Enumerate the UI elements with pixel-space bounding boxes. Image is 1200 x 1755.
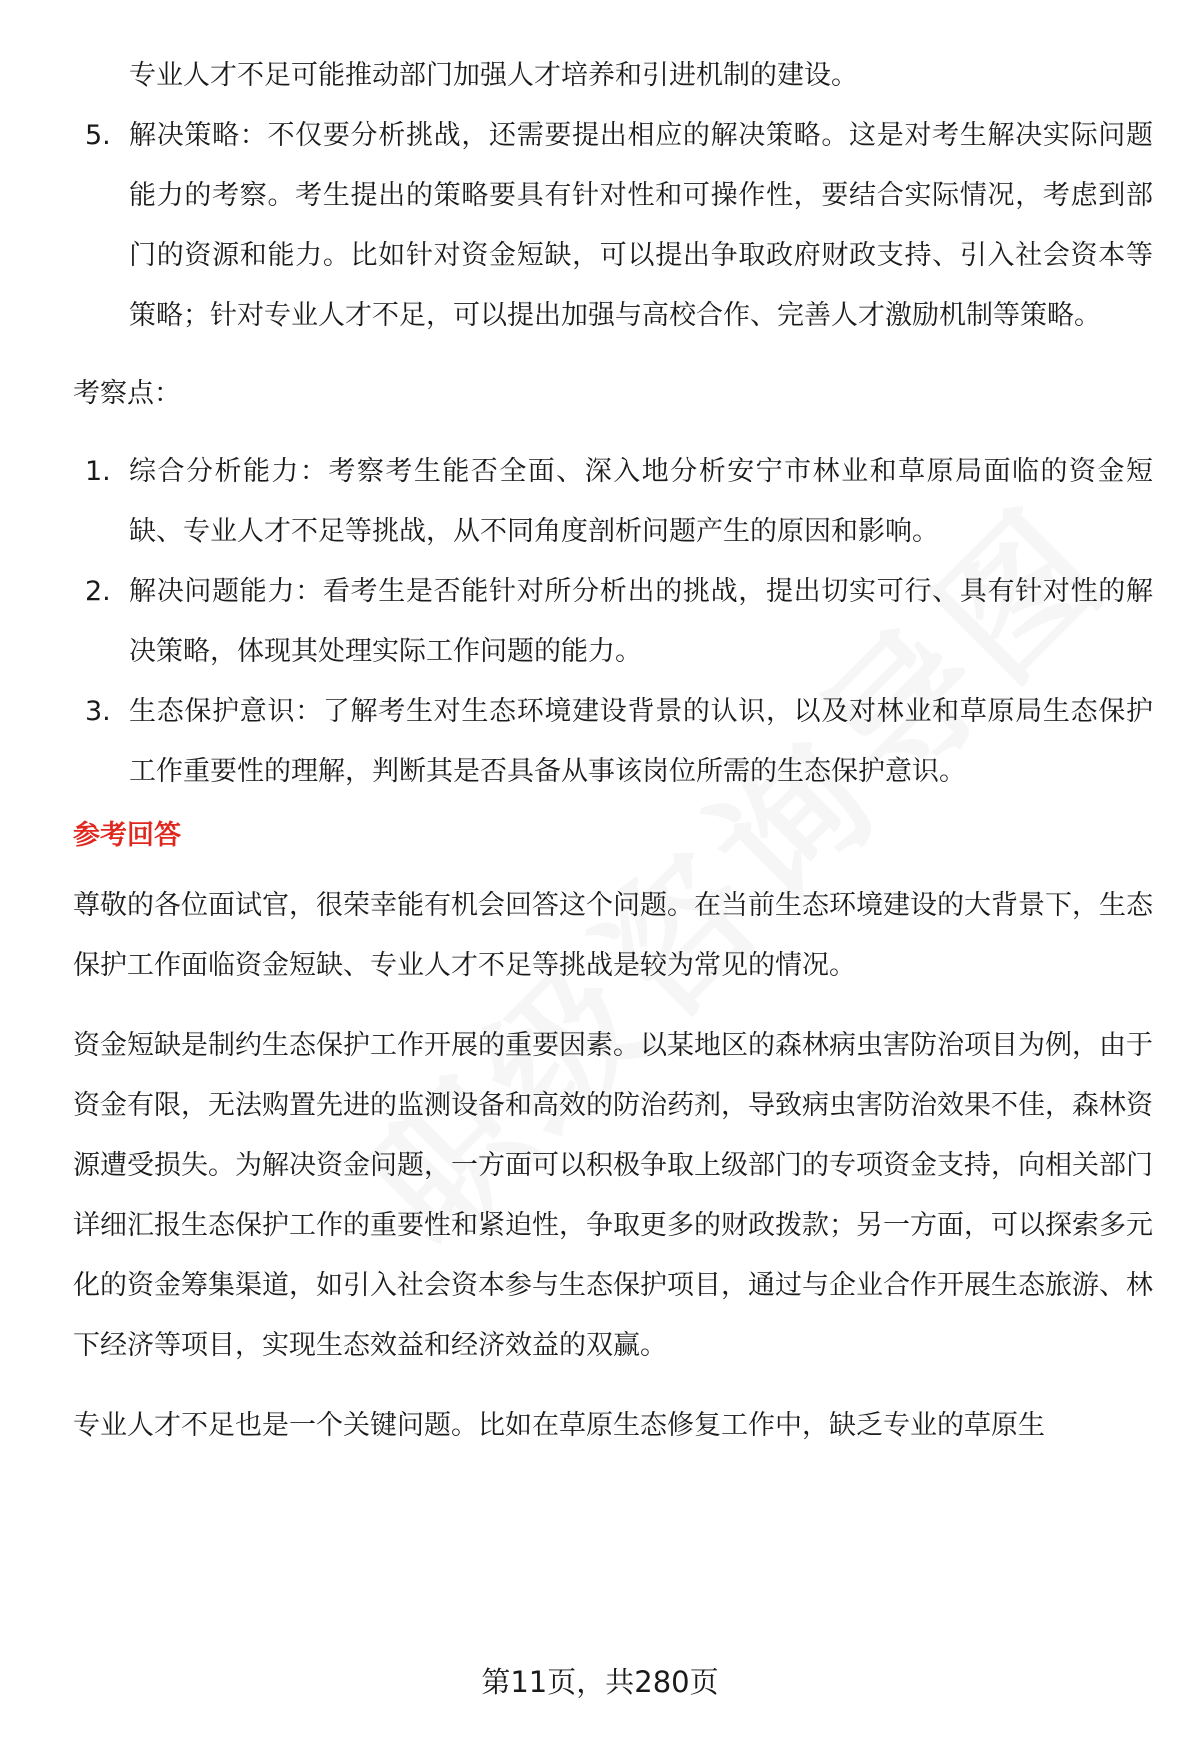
assessment-heading: 考察点： [73, 378, 181, 409]
list-item-5 [73, 106, 1153, 346]
list-number: 3. [85, 696, 111, 727]
answer-paragraph: 专业人才不足也是一个关键问题。比如在草原生态修复工作中，缺乏专业的草原生 [73, 1410, 1045, 1441]
list-item [73, 562, 1153, 682]
list-number: 5. [85, 120, 111, 151]
assessment-list [73, 442, 1153, 802]
list-item [73, 682, 1153, 802]
list-item-text: 综合分析能力：考察考生能否全面、深入地分析安宁市林业和草原局面临的资金短缺、专业人才不足等挑战，从不同角度剖析问题产生的原因和影响。 [129, 456, 1153, 547]
reference-answer-heading: 参考回答 [73, 820, 181, 851]
list-continuation: 专业人才不足可能推动部门加强人才培养和引进机制的建设。 [129, 60, 858, 91]
page-footer: 第11页，共280页 [481, 1665, 719, 1699]
answer-paragraph: 资金短缺是制约生态保护工作开展的重要因素。以某地区的森林病虫害防治项目为例，由于资金有限，无法购置先进的监测设备和高效的防治药剂，导致病虫害防治效果不佳，森林资源遭受损失。为解决资金问题，一方面可以积极争取上级部门的专项资金支持，向相关部门详细汇报生态保护工作的重要性和紧迫性，争取更多的财政拨款；另一方面，可以探索多元化的资金筹集渠道，如引入社会资本参与生态保护项目，通过与企业合作开展生态旅游、林下经济等项目，实现生态效益和经济效益的双赢。 [73, 1030, 1153, 1361]
page-content [73, 46, 1153, 1476]
list-number: 2. [85, 576, 111, 607]
answer-paragraph: 尊敬的各位面试官，很荣幸能有机会回答这个问题。在当前生态环境建设的大背景下，生态保护工作面临资金短缺、专业人才不足等挑战是较为常见的情况。 [73, 890, 1153, 981]
list-item-text: 生态保护意识：了解考生对生态环境建设背景的认识，以及对林业和草原局生态保护工作重要性的理解，判断其是否具备从事该岗位所需的生态保护意识。 [129, 696, 1153, 787]
list-item-text: 解决问题能力：看考生是否能针对所分析出的挑战，提出切实可行、具有针对性的解决策略，体现其处理实际工作问题的能力。 [129, 576, 1153, 667]
list-item-text: 解决策略：不仅要分析挑战，还需要提出相应的解决策略。这是对考生解决实际问题能力的考察。考生提出的策略要具有针对性和可操作性，要结合实际情况，考虑到部门的资源和能力。比如针对资金短缺，可以提出争取政府财政支持、引入社会资本等策略；针对专业人才不足，可以提出加强与高校合作、完善人才激励机制等策略。 [129, 120, 1153, 331]
list-item [73, 442, 1153, 562]
list-number: 1. [85, 456, 111, 487]
